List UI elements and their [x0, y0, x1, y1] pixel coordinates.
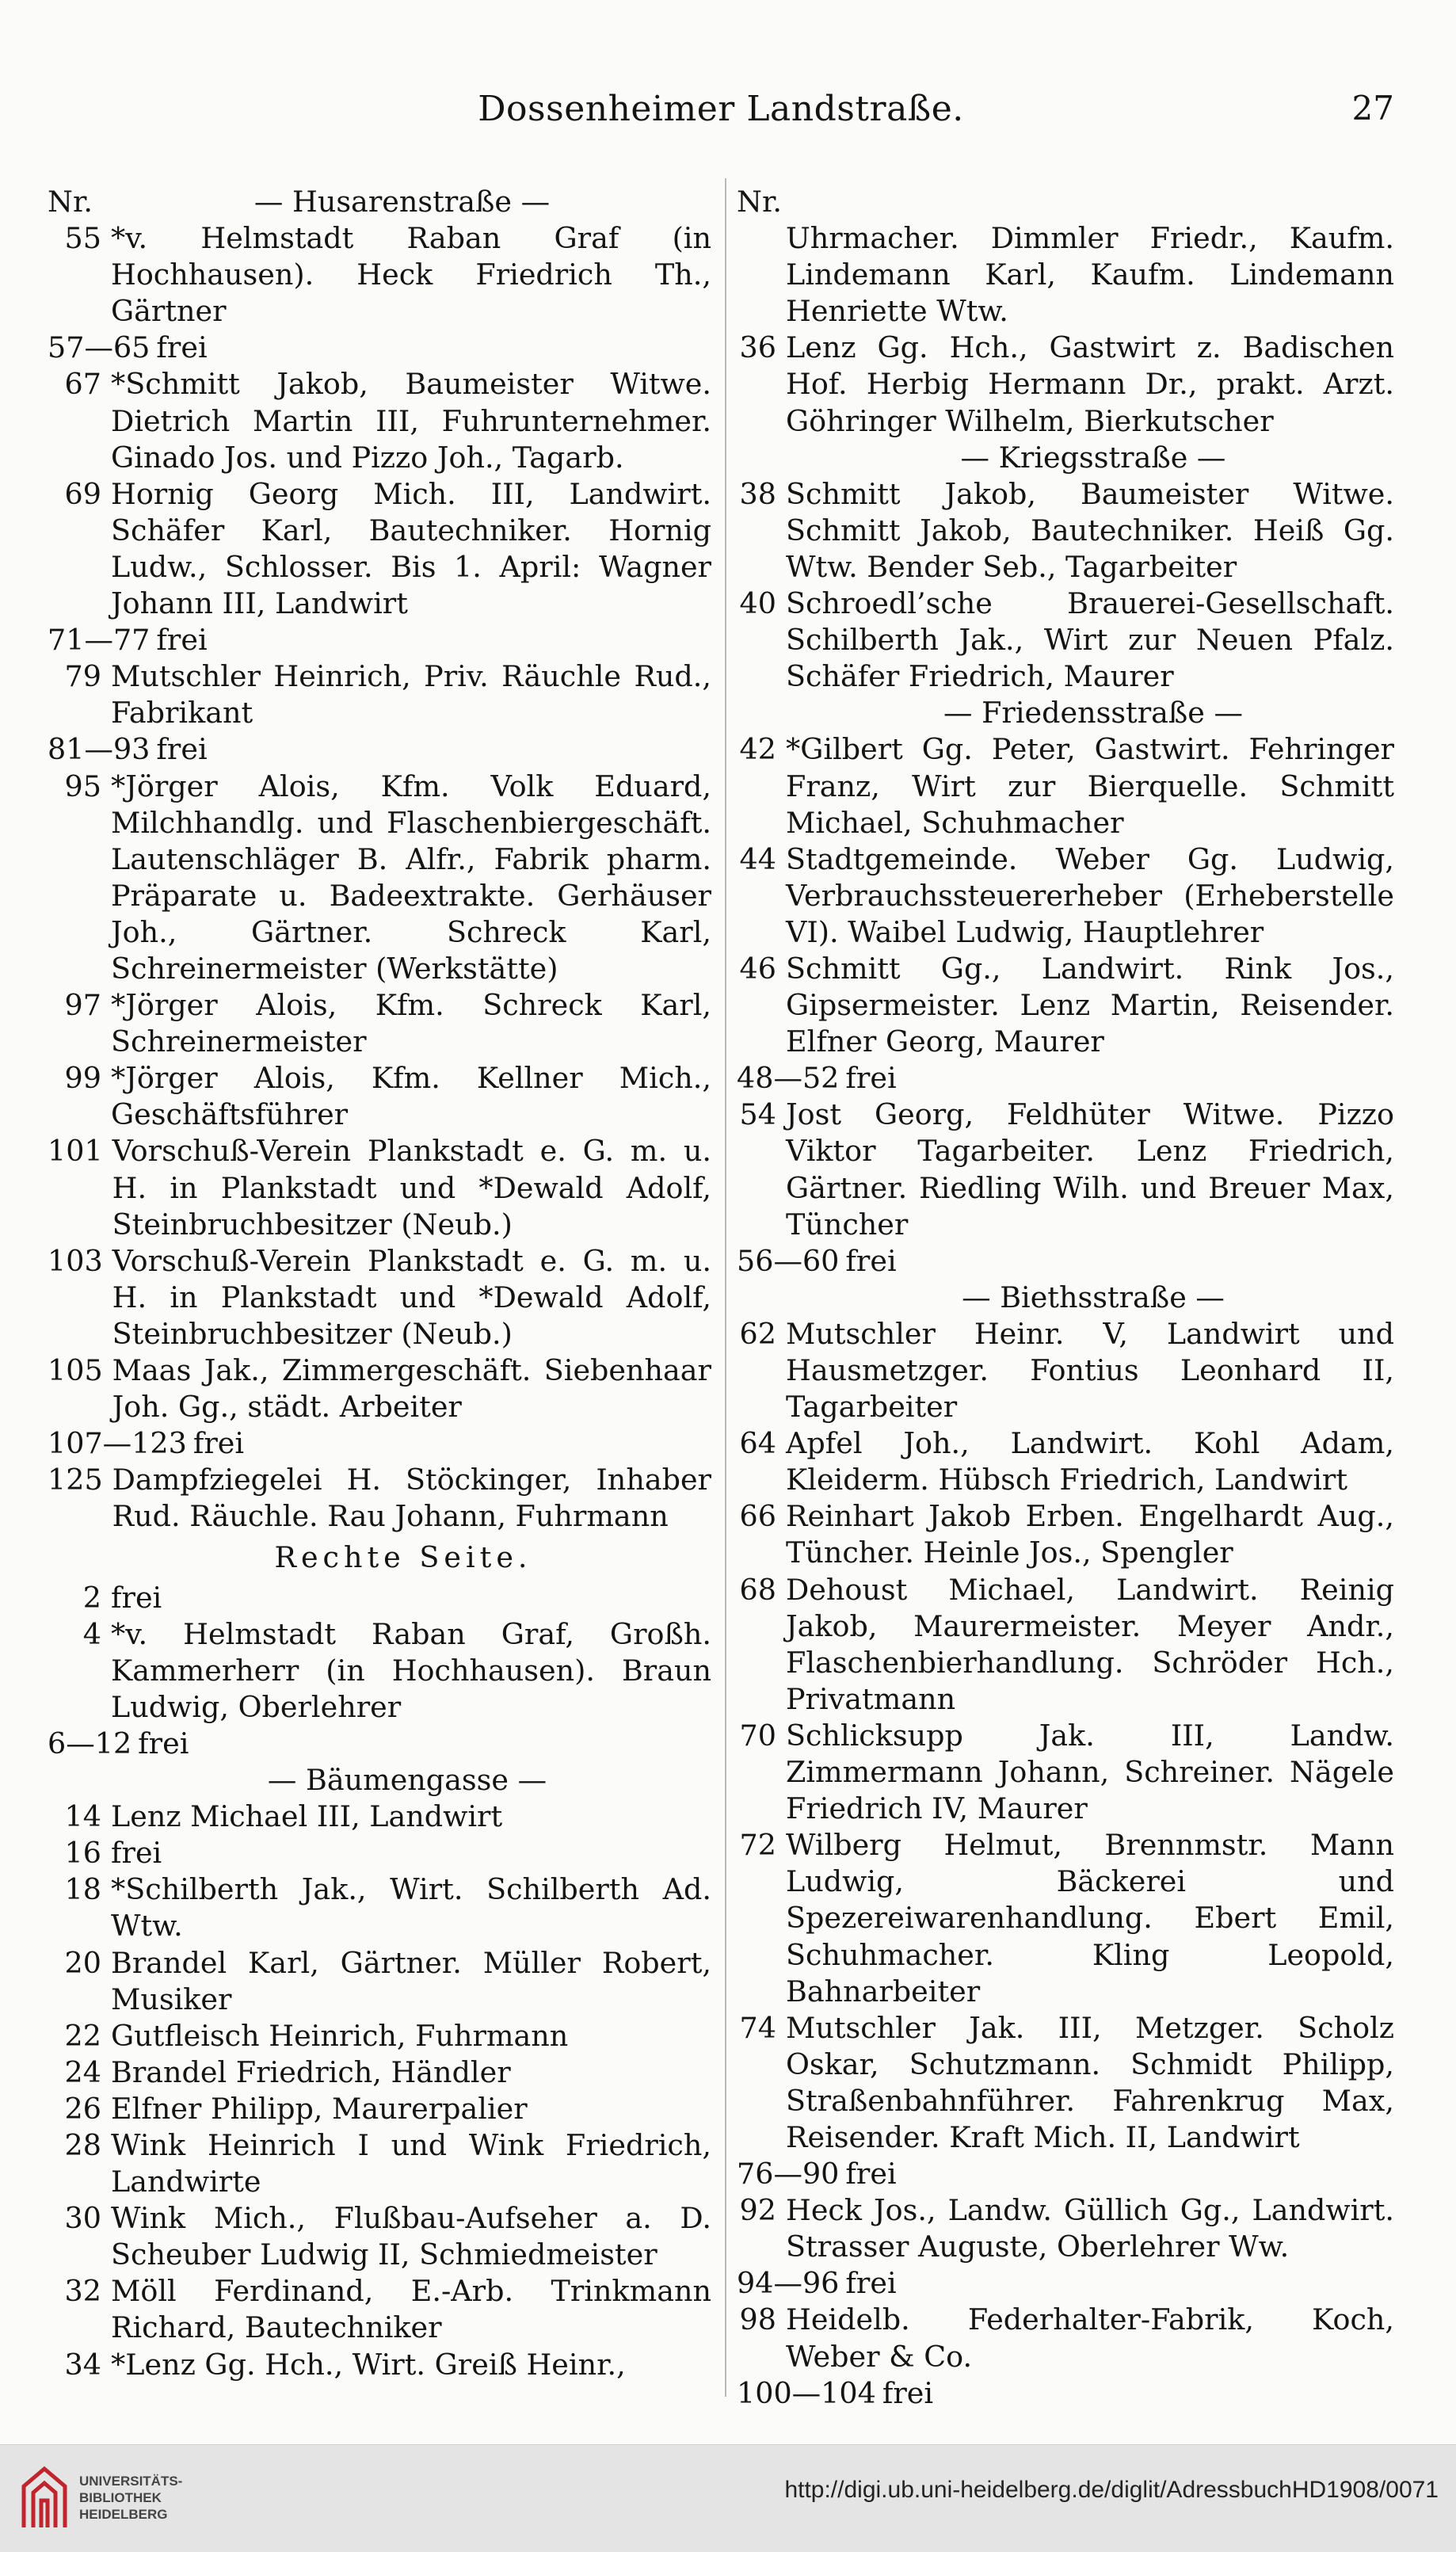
directory-entry	[48, 1799, 711, 1835]
directory-entry	[48, 1462, 711, 1535]
directory-entry	[737, 220, 1394, 330]
directory-entry	[48, 2200, 711, 2273]
house-number: 36	[739, 330, 776, 365]
resident-text: frei	[111, 1836, 162, 1871]
directory-entry	[737, 330, 1394, 439]
directory-entry	[737, 1316, 1394, 1425]
resident-text: Mutschler Jak. III, Metzger. Scholz Oskar, Schutzmann. Schmidt Philipp, Straßenbahnführer. Fahrenkrug Max, Reisender. Kraft Mich. II, Landwirt	[786, 2010, 1394, 2154]
directory-entry	[737, 2010, 1394, 2156]
library-logo-icon	[17, 2462, 71, 2534]
resident-text: Heck Jos., Landw. Güllich Gg., Landwirt. Strasser Auguste, Oberlehrer Ww.	[786, 2193, 1394, 2264]
street-heading: — Kriegsstraße —	[960, 440, 1226, 475]
house-number: 76—90	[737, 2157, 840, 2192]
directory-entry	[48, 1835, 711, 1871]
resident-text: frei	[845, 1243, 897, 1278]
house-number: 20	[64, 1945, 101, 1980]
entry-list	[737, 476, 1394, 696]
house-number: 99	[64, 1061, 101, 1096]
house-number: 32	[64, 2274, 101, 2309]
resident-text: frei	[845, 1061, 897, 1096]
house-number: 68	[739, 1572, 776, 1607]
directory-entry	[737, 951, 1394, 1060]
resident-text: Vorschuß-Verein Plankstadt e. G. m. u. H. in Plankstadt und *Dewald Adolf, Steinbruchbesitzer (Neub.)	[112, 1243, 711, 1351]
house-number: 56—60	[737, 1243, 840, 1278]
directory-entry	[737, 731, 1394, 841]
resident-text: *Gilbert Gg. Peter, Gastwirt. Fehringer Franz, Wirt zur Bierquelle. Schmitt Michael, Schuhmacher	[786, 732, 1394, 840]
side-heading: Rechte Seite.	[274, 1540, 532, 1575]
resident-text: Lenz Gg. Hch., Gastwirt z. Badischen Hof. Herbig Hermann Dr., prakt. Arzt. Göhringer Wilhelm, Bierkutscher	[786, 330, 1394, 438]
house-number: 70	[739, 1718, 776, 1753]
logo-line: HEIDELBERG	[79, 2507, 168, 2522]
logo-line: BIBLIOTHEK	[79, 2490, 162, 2505]
left-column	[48, 184, 711, 2383]
house-number: 98	[739, 2302, 776, 2337]
column-header-row	[48, 184, 711, 220]
house-number: 100—104	[737, 2375, 876, 2410]
directory-entry	[737, 2375, 1394, 2412]
page-title: Dossenheimer Landstraße.	[478, 89, 964, 129]
resident-text: Maas Jak., Zimmergeschäft. Siebenhaar Joh. Gg., städt. Arbeiter	[112, 1353, 711, 1425]
entry-list	[737, 1316, 1394, 2412]
directory-entry	[737, 2265, 1394, 2302]
directory-entry	[737, 586, 1394, 695]
house-number: 92	[739, 2193, 776, 2228]
directory-entry	[48, 220, 711, 330]
resident-text: Heidelb. Federhalter-Fabrik, Koch, Weber & Co.	[786, 2302, 1394, 2374]
directory-entry	[737, 841, 1394, 951]
house-number: 66	[739, 1499, 776, 1534]
resident-text: frei	[845, 2157, 897, 2192]
house-number: 30	[64, 2201, 101, 2236]
resident-text: Brandel Friedrich, Händler	[111, 2054, 511, 2089]
resident-text: Wilberg Helmut, Brennmstr. Mann Ludwig, Bäckerei und Spezereiwarenhandlung. Ebert Emil, Schuhmacher. Kling Leopold, Bahnarbeiter	[786, 1828, 1394, 2008]
resident-text: frei	[192, 1426, 245, 1461]
house-number	[737, 220, 786, 330]
resident-text: frei	[156, 623, 208, 658]
footer-bar	[0, 2444, 1456, 2552]
resident-text: Dampfziegelei H. Stöckinger, Inhaber Rud. Räuchle. Rau Johann, Fuhrmann	[112, 1463, 711, 1534]
resident-text: Hornig Georg Mich. III, Landwirt. Schäfer Karl, Bautechniker. Hornig Ludw., Schlosser. Bis 1. April: Wagner Johann III, Landwirt	[111, 476, 711, 621]
resident-text: Jost Georg, Feldhüter Witwe. Pizzo Viktor Tagarbeiter. Lenz Friedrich, Gärtner. Riedling Wilh. und Breuer Max, Tüncher	[786, 1097, 1394, 1242]
resident-text: *Jörger Alois, Kfm. Volk Eduard, Milchhandlg. und Flaschenbiergeschäft. Lautenschläger B. Alfr., Fabrik pharm. Präparate u. Badeextrakte. Gerhäuser Joh., Gärtner. Schreck Karl, Schreinermeister (Werkstätte)	[111, 769, 711, 986]
directory-entry	[48, 2273, 711, 2346]
directory-entry	[48, 622, 711, 658]
directory-entry	[48, 731, 711, 768]
resident-text: *Jörger Alois, Kfm. Schreck Karl, Schreinermeister	[111, 988, 711, 1059]
resident-text: *Schilberth Jak., Wirt. Schilberth Ad. Wtw.	[111, 1872, 711, 1944]
directory-entry	[48, 1352, 711, 1425]
resident-text: Wink Mich., Flußbau-Aufseher a. D. Scheuber Ludwig II, Schmiedmeister	[111, 2201, 711, 2272]
street-heading: — Biethsstraße —	[962, 1280, 1225, 1314]
directory-entry	[737, 2192, 1394, 2265]
house-number: 6—12	[48, 1726, 132, 1760]
house-number: 24	[64, 2054, 101, 2089]
house-number: 46	[739, 951, 776, 986]
house-number: 40	[739, 586, 776, 621]
resident-text: frei	[138, 1726, 189, 1760]
resident-text: *v. Helmstadt Raban Graf, Großh. Kammerherr (in Hochhausen). Braun Ludwig, Oberlehrer	[111, 1616, 711, 1724]
house-number: 62	[739, 1316, 776, 1351]
library-logo-text	[79, 2473, 182, 2523]
column-divider	[725, 178, 726, 2397]
house-number: 26	[64, 2091, 101, 2126]
directory-entry	[48, 658, 711, 731]
entry-list	[48, 1580, 711, 1762]
directory-entry	[737, 1498, 1394, 1571]
resident-text: Wink Heinrich I und Wink Friedrich, Landwirte	[111, 2127, 711, 2199]
resident-text: *Schmitt Jakob, Baumeister Witwe. Dietrich Martin III, Fuhrunternehmer. Ginado Jos. und Pizzo Joh., Tagarb.	[111, 367, 711, 475]
resident-text: Schmitt Gg., Landwirt. Rink Jos., Gipsermeister. Lenz Martin, Reisender. Elfner Georg, Maurer	[786, 951, 1394, 1059]
house-number: 55	[64, 221, 101, 256]
entry-list	[48, 1799, 711, 2383]
directory-entry	[737, 1097, 1394, 1242]
page-number: 27	[1351, 89, 1394, 128]
directory-entry	[48, 987, 711, 1060]
directory-entry	[737, 1718, 1394, 1827]
house-number: 101	[48, 1134, 103, 1169]
house-number: 34	[64, 2347, 101, 2382]
resident-text: Möll Ferdinand, E.-Arb. Trinkmann Richard, Bautechniker	[111, 2274, 711, 2345]
house-number: 81—93	[48, 732, 151, 767]
directory-entry	[48, 1425, 711, 1462]
house-number: 74	[739, 2010, 776, 2045]
resident-text: Vorschuß-Verein Plankstadt e. G. m. u. H. in Plankstadt und *Dewald Adolf, Steinbruchbesitzer (Neub.)	[112, 1134, 711, 1242]
directory-entry	[48, 2091, 711, 2127]
directory-entry	[48, 476, 711, 622]
resident-text: Lenz Michael III, Landwirt	[111, 1799, 503, 1834]
directory-entry	[737, 1827, 1394, 2009]
resident-text: frei	[845, 2266, 897, 2301]
resident-text: frei	[156, 732, 208, 767]
resident-text: Uhrmacher. Dimmler Friedr., Kaufm. Lindemann Karl, Kaufm. Lindemann Henriette Wtw.	[786, 221, 1394, 329]
directory-entry	[737, 1425, 1394, 1498]
house-number: 4	[82, 1616, 101, 1651]
page-header	[48, 89, 1394, 136]
resident-text: Elfner Philipp, Maurerpalier	[111, 2091, 528, 2126]
house-number: 107—123	[48, 1426, 187, 1461]
resident-text: *Jörger Alois, Kfm. Kellner Mich., Geschäftsführer	[111, 1061, 711, 1132]
directory-entry	[48, 1945, 711, 2018]
resident-text: Apfel Joh., Landwirt. Kohl Adam, Kleiderm. Hübsch Friedrich, Landwirt	[786, 1426, 1394, 1497]
resident-text: Dehoust Michael, Landwirt. Reinig Jakob, Maurermeister. Meyer Andr., Flaschenbierhandlung. Schröder Hch., Privatmann	[786, 1572, 1394, 1716]
street-heading: — Bäumengasse —	[267, 1763, 547, 1798]
right-column	[737, 184, 1394, 2412]
house-number: 44	[739, 841, 776, 876]
directory-entry	[48, 1580, 711, 1616]
resident-text: *v. Helmstadt Raban Graf (in Hochhausen). Heck Friedrich Th., Gärtner	[111, 221, 711, 329]
house-number: 64	[739, 1426, 776, 1461]
resident-text: Schlicksupp Jak. III, Landw. Zimmermann Johann, Schreiner. Nägele Friedrich IV, Maurer	[786, 1718, 1394, 1826]
directory-entry	[737, 2156, 1394, 2192]
house-number: 57—65	[48, 330, 151, 365]
directory-entry	[737, 476, 1394, 586]
house-number: 42	[739, 732, 776, 767]
directory-entry	[48, 366, 711, 475]
directory-entry	[48, 1243, 711, 1352]
house-number: 103	[48, 1243, 103, 1278]
directory-entry	[48, 769, 711, 988]
house-number: 105	[48, 1353, 103, 1387]
column-label: Nr.	[48, 185, 93, 219]
directory-entry	[48, 2054, 711, 2091]
house-number: 97	[64, 988, 101, 1023]
house-number: 94—96	[737, 2266, 840, 2301]
directory-entry	[48, 2018, 711, 2054]
resident-text: Stadtgemeinde. Weber Gg. Ludwig, Verbrauchssteuererheber (Erheberstelle VI). Waibel Ludwig, Hauptlehrer	[786, 841, 1394, 949]
house-number: 14	[64, 1799, 101, 1834]
column-label: Nr.	[737, 185, 782, 219]
source-url-link[interactable]: http://digi.ub.uni-heidelberg.de/diglit/AdressbuchHD1908/0071	[784, 2477, 1439, 2503]
house-number: 28	[64, 2127, 101, 2162]
resident-text: Gutfleisch Heinrich, Fuhrmann	[111, 2018, 569, 2053]
column-header-row	[737, 184, 1394, 220]
directory-entry	[737, 1243, 1394, 1280]
house-number: 48—52	[737, 1061, 840, 1096]
directory-entry	[48, 1616, 711, 1726]
entry-list	[48, 220, 711, 1535]
resident-text: Brandel Karl, Gärtner. Müller Robert, Musiker	[111, 1945, 711, 2016]
street-heading: — Friedensstraße —	[943, 696, 1244, 731]
house-number: 95	[64, 769, 101, 803]
directory-entry	[48, 1726, 711, 1762]
resident-text: frei	[882, 2375, 934, 2410]
street-heading: — Husarenstraße —	[253, 185, 551, 219]
house-number: 125	[48, 1463, 103, 1497]
house-number: 79	[64, 659, 101, 694]
resident-text: Schmitt Jakob, Baumeister Witwe. Schmitt Jakob, Bautechniker. Heiß Gg. Wtw. Bender Seb., Tagarbeiter	[786, 476, 1394, 584]
resident-text: frei	[156, 330, 208, 365]
house-number: 22	[64, 2018, 101, 2053]
directory-entry	[48, 1133, 711, 1242]
resident-text: Reinhart Jakob Erben. Engelhardt Aug., Tüncher. Heinle Jos., Spengler	[786, 1499, 1394, 1570]
directory-entry	[737, 1060, 1394, 1097]
house-number: 67	[64, 367, 101, 402]
directory-entry	[48, 1871, 711, 1944]
logo-line: UNIVERSITÄTS-	[79, 2474, 183, 2489]
house-number: 71—77	[48, 623, 151, 658]
house-number: 16	[64, 1836, 101, 1871]
house-number: 72	[739, 1828, 776, 1863]
house-number: 2	[82, 1580, 101, 1615]
house-number: 54	[739, 1097, 776, 1132]
resident-text: Schroedl’sche Brauerei-Gesellschaft. Schilberth Jak., Wirt zur Neuen Pfalz. Schäfer Friedrich, Maurer	[786, 586, 1394, 694]
directory-entry	[737, 2302, 1394, 2375]
house-number: 69	[64, 476, 101, 511]
resident-text: Mutschler Heinr. V, Landwirt und Hausmetzger. Fontius Leonhard II, Tagarbeiter	[786, 1316, 1394, 1425]
house-number: 38	[739, 476, 776, 511]
directory-entry	[48, 1060, 711, 1133]
directory-entry	[48, 330, 711, 366]
entry-list	[737, 220, 1394, 440]
resident-text: Mutschler Heinrich, Priv. Räuchle Rud., Fabrikant	[111, 659, 711, 731]
directory-entry	[737, 1572, 1394, 1718]
directory-entry	[48, 2347, 711, 2383]
directory-entry	[48, 2127, 711, 2200]
resident-text: *Lenz Gg. Hch., Wirt. Greiß Heinr.,	[111, 2347, 626, 2382]
entry-list	[737, 731, 1394, 1279]
resident-text: frei	[111, 1580, 162, 1615]
house-number: 18	[64, 1872, 101, 1907]
